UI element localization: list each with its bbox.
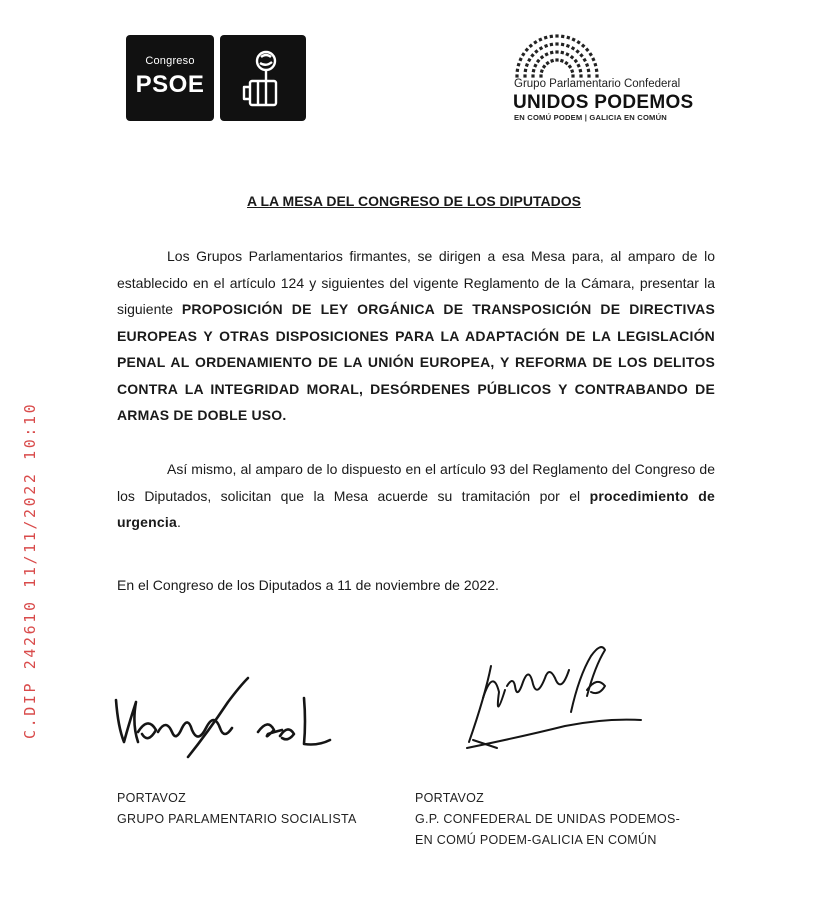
signatory-unidas-podemos-role: PORTAVOZ [415, 791, 485, 805]
unidos-podemos-title: UNIDOS PODEMOS [513, 92, 694, 113]
registry-stamp: C.DIP 242610 11/11/2022 10:10 [21, 401, 39, 739]
psoe-rose-fist-icon [220, 35, 306, 121]
psoe-logo-congreso: Congreso [145, 55, 195, 67]
unidos-podemos-subtitle: Grupo Parlamentario Confederal [514, 78, 681, 90]
signature-socialista [108, 672, 333, 782]
paragraph-2-intro: Así mismo, al amparo de lo dispuesto en el artículo 93 del Reglamento del Congreso de los Diputados, solicitan que la Mesa acuerde su tramitación por el [117, 461, 715, 504]
urgency-procedure: procedimiento de urgencia [117, 487, 715, 530]
signatory-socialista-group: GRUPO PARLAMENTARIO SOCIALISTA [117, 812, 357, 826]
unidos-podemos-tagline: EN COMÚ PODEM | GALICIA EN COMÚN [514, 113, 667, 122]
signatory-unidas-podemos [415, 788, 680, 851]
psoe-logo-text: PSOE [135, 71, 205, 98]
document-heading: A LA MESA DEL CONGRESO DE LOS DIPUTADOS [247, 193, 581, 209]
paragraph-2 [117, 456, 715, 536]
date-line: En el Congreso de los Diputados a 11 de noviembre de 2022. [117, 577, 499, 593]
signatory-unidas-podemos-group-line-1: G.P. CONFEDERAL DE UNIDAS PODEMOS- [415, 812, 681, 826]
signatory-socialista [117, 788, 357, 830]
paragraph-1-intro: Los Grupos Parlamentarios firmantes, se dirigen a esa Mesa para, al amparo de lo establecido en el artículo 124 y siguientes del vigente Reglamento de la Cámara, presentar la siguiente [117, 248, 715, 317]
paragraph-2-end: . [176, 514, 181, 530]
paragraph-1 [117, 243, 715, 429]
signatory-unidas-podemos-group-line-2: EN COMÚ PODEM-GALICIA EN COMÚN [415, 833, 657, 847]
signature-unidas-podemos [455, 636, 655, 771]
signatory-socialista-role: PORTAVOZ [117, 791, 187, 805]
unidos-podemos-arc-icon [512, 18, 602, 82]
psoe-logo [126, 35, 214, 121]
law-proposal-title: PROPOSICIÓN DE LEY ORGÁNICA DE TRANSPOSICIÓN DE DIRECTIVAS EUROPEAS Y OTRAS DISPOSICIONES PARA LA ADAPTACIÓN DE LA LEGISLACIÓN PENAL AL ORDENAMIENTO DE LA UNIÓN EUROPEA, Y REFORMA DE LOS DELITOS CONTRA LA INTEGRIDAD MORAL, DESÓRDENES PÚBLICOS Y CONTRABANDO DE ARMAS DE DOBLE USO. [117, 301, 715, 423]
